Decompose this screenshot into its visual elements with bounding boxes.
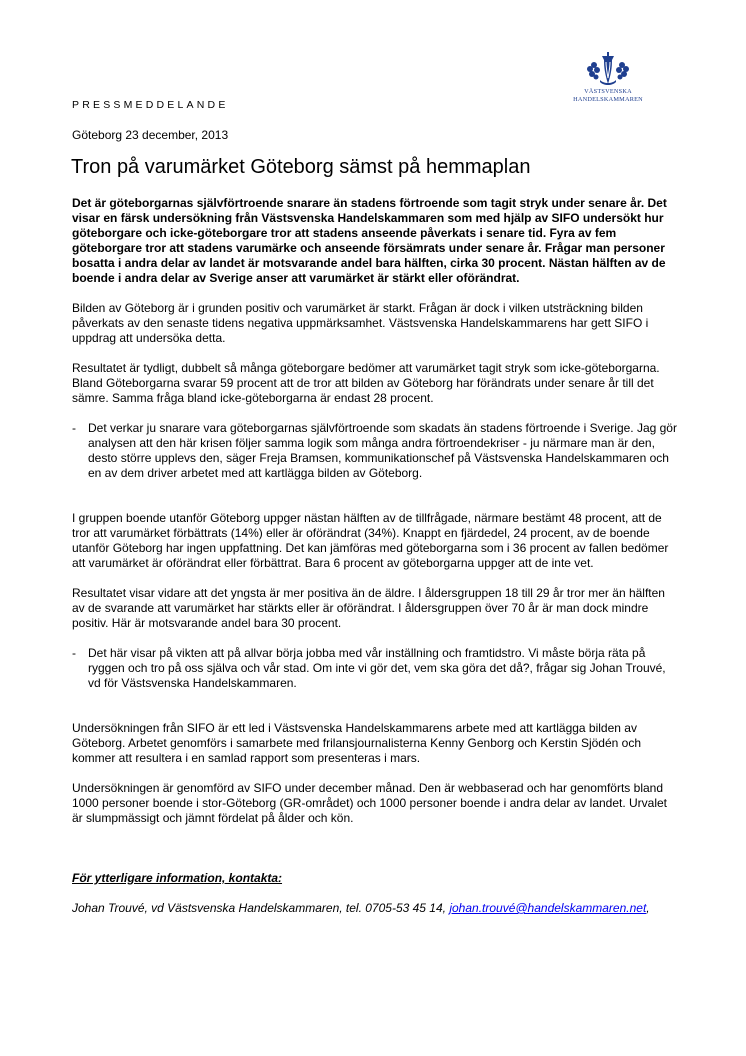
quote-bullet-2 [72,646,678,691]
paragraph-2: Resultatet är tydligt, dubbelt så många göteborgare bedömer att varumärket tagit stryk som icke-göteborgarna. Bland Göteborgarna svarar 59 procent att de tror att bilden av Göteborg har förändrats under senare år till det sämre. Samma fråga bland icke-göteborgarna är endast 28 procent. [72,361,660,405]
logo [566,50,650,103]
paragraph-1: Bilden av Göteborg är i grunden positiv och varumärket är starkt. Frågan är dock i vilken utsträckning bilden påverkats av den senaste tidens negativa uppmärksamhet. Västsvenska Handelskammarens har gett SIFO i uppdrag att undersöka detta. [72,301,649,345]
bullet-marker: - [72,421,76,435]
contact-suffix: , [646,901,650,915]
paragraph-3: I gruppen boende utanför Göteborg uppger nästan hälften av de tillfrågade, närmare bestämt 48 procent, att de tror att varumärket förbättrats (14%) eller är oförändrat (34%). Knappt en fjärdedel, 24 procent, av de boende utanför Göteborg har ingen uppfattning. Det kan jämföras med göteborgarna som i 36 procent av fallen bedömer att varumärket är oförändrat eller förbättrat. Bara 6 procent av göteborgarna uppger att de inte vet. [72,511,669,570]
paragraph-6: Undersökningen är genomförd av SIFO under december månad. Den är webbaserad och har genomförts bland 1000 personer boende i stor-Göteborg (GR-området) och 1000 personer boende i andra delar av landet. Urvalet är slumpmässigt och jämnt fördelat på ålder och kön. [72,781,668,825]
document-date: Göteborg 23 december, 2013 [72,128,229,142]
document-body [72,196,678,931]
logo-line-1: VÄSTSVENSKA [584,88,632,95]
page-title: Tron på varumärket Göteborg sämst på hemmaplan [71,156,531,178]
quote-text-2: Det här visar på vikten att på allvar börja jobba med vår inställning och framtidstro. Vi måste börja räta på ryggen och tro på oss själva och vår stad. Om inte vi gör det, vem ska göra det då?, frågar sig Johan Trouvé, vd för Västsvenska Handelskammaren. [88,646,666,690]
lead-paragraph: Det är göteborgarnas självförtroende snarare än stadens förtroende som tagit stryk under senare år. Det visar en färsk undersökning från Västsvenska Handelskammaren som med hjälp av SIFO undersökt hur göteborgare och icke-göteborgare tror att stadens anseende påverkats i senare tid. Fyra av fem göteborgare tror att stadens varumärke och anseende försämrats under senare år. Frågar man personer bosatta i andra delar av landet är motsvarande andel bara hälften, cirka 30 procent. Nästan hälften av de boende i andra delar av Sverige anser att varumärket är stärkt eller oförändrat. [72,196,667,285]
bullet-marker: - [72,646,76,660]
paragraph-4: Resultatet visar vidare att det yngsta är mer positiva än de äldre. I åldersgruppen 18 till 29 år tror mer än hälften av de svarande att varumärket har stärkts eller är oförändrat. I åldersgruppen över 70 år är man dock mindre positiv. Här är motsvarande andel bara 30 procent. [72,586,665,630]
paragraph-5: Undersökningen från SIFO är ett led i Västsvenska Handelskammarens arbete med att kartlägga bilden av Göteborg. Arbetet genomförs i samarbete med frilansjournalisterna Kenny Genborg och Kerstin Sjödén och kommer att resultera i en samlad rapport som presenteras i mars. [72,721,641,765]
contact-heading: För ytterligare information, kontakta: [72,871,283,885]
quote-bullet-1 [72,421,678,481]
contact-details: Johan Trouvé, vd Västsvenska Handelskammaren, tel. 0705-53 45 14, [72,901,450,915]
logo-line-2: HANDELSKAMMAREN [573,95,643,103]
contact-email-link[interactable]: johan.trouvé@handelskammaren.net [449,901,647,915]
coat-of-arms-icon [580,50,636,88]
contact-line [72,901,678,916]
quote-text-1: Det verkar ju snarare vara göteborgarnas självförtroende som skadats än stadens förtroende i Sverige. Jag gör analysen att den här krisen följer samma logik som många andra förtroendekriser - ju närmare man är den, desto större upplevs den, säger Freja Bramsen, kommunikationschef på Västsvenska Handelskammaren och en av dem driver arbetet med att kartlägga bilden av Göteborg. [88,421,677,480]
document-label: PRESSMEDDELANDE [72,99,229,111]
